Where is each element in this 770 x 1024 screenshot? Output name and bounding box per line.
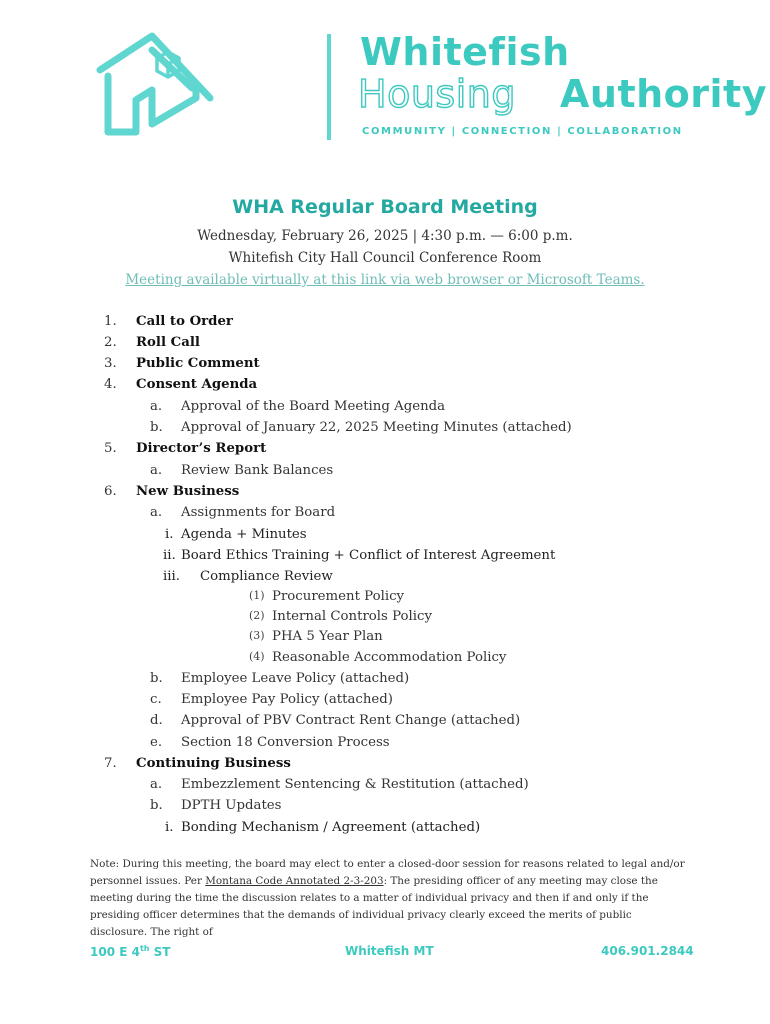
virtual-meeting-link[interactable]: Meeting available virtually at this link via web browser or Microsoft Teams. (125, 272, 645, 288)
organization-logo (92, 28, 767, 143)
subitem-letter: c. (150, 692, 162, 707)
roman-label: Board Ethics Training + Conflict of Interest Agreement (181, 548, 556, 563)
subitem-label: Embezzlement Sentencing & Restitution (attached) (181, 777, 529, 792)
item-number: 3. (104, 356, 117, 371)
item-heading: Continuing Business (136, 756, 291, 771)
numbered-label: Internal Controls Policy (272, 609, 432, 624)
legal-note (90, 856, 690, 941)
subitem-label: Employee Leave Policy (attached) (181, 671, 410, 686)
subitem-letter: a. (150, 399, 163, 414)
subitem-letter: b. (150, 420, 163, 435)
subitem-letter: a. (150, 463, 163, 478)
footer-city: Whitefish MT (345, 944, 434, 958)
virtual-link-row (0, 272, 770, 288)
roman-label: Bonding Mechanism / Agreement (attached) (181, 820, 481, 835)
subitem-letter: e. (150, 735, 163, 750)
item-number: 2. (104, 335, 117, 350)
logo-tagline: COMMUNITY | CONNECTION | COLLABORATION (362, 126, 683, 137)
subitem-letter: a. (150, 777, 163, 792)
subitem-label: Employee Pay Policy (attached) (181, 692, 393, 707)
address-street: 100 E 4 (90, 945, 140, 959)
montana-code-link[interactable]: Montana Code Annotated 2-3-203 (205, 875, 384, 887)
footer-phone: 406.901.2844 (601, 944, 694, 958)
meeting-title: WHA Regular Board Meeting (232, 196, 538, 218)
item-heading: Roll Call (136, 335, 200, 350)
item-number: 7. (104, 756, 117, 771)
logo-text-authority: Authority (560, 72, 767, 116)
roman-label: Agenda + Minutes (181, 527, 307, 542)
logo-divider (327, 34, 331, 140)
roman-numeral: ii. (163, 548, 176, 563)
roman-label: Compliance Review (200, 569, 333, 584)
subitem-label: Assignments for Board (181, 505, 336, 520)
subitem-label: Approval of PBV Contract Rent Change (attached) (181, 713, 521, 728)
subitem-letter: b. (150, 671, 163, 686)
item-heading: Call to Order (136, 314, 233, 329)
subitem-label: Approval of January 22, 2025 Meeting Minutes (attached) (181, 420, 572, 435)
item-heading: Public Comment (136, 356, 260, 371)
item-heading: New Business (136, 484, 240, 499)
address-suffix: th (139, 944, 150, 953)
meeting-datetime: Wednesday, February 26, 2025 | 4:30 p.m. — 6:00 p.m. (197, 228, 573, 244)
item-heading: Consent Agenda (136, 377, 258, 392)
paren-number: (3) (249, 629, 265, 642)
subitem-letter: d. (150, 713, 163, 728)
subitem-label: DPTH Updates (181, 798, 282, 813)
subitem-letter: b. (150, 798, 163, 813)
roman-numeral: i. (165, 820, 174, 835)
item-number: 4. (104, 377, 117, 392)
house-logo-icon (92, 28, 217, 140)
numbered-label: Procurement Policy (272, 589, 405, 604)
numbered-label: PHA 5 Year Plan (272, 629, 383, 644)
item-number: 1. (104, 314, 117, 329)
paren-number: (4) (249, 650, 265, 663)
subitem-label: Section 18 Conversion Process (181, 735, 390, 750)
footer-address (90, 944, 171, 959)
roman-numeral: i. (165, 527, 174, 542)
item-number: 6. (104, 484, 117, 499)
logo-text-housing: Housing (358, 72, 516, 116)
subitem-label: Approval of the Board Meeting Agenda (181, 399, 446, 414)
meeting-location: Whitefish City Hall Council Conference Room (228, 250, 542, 266)
roman-numeral: iii. (163, 569, 180, 584)
note-text-suffix: : The presiding officer of any meeting may close the meeting during the time the discussion relates to a matter of individual privacy and then if and only if the presiding officer determines that the demands of individual privacy clearly exceed the merits of public disclosure. The right of (90, 875, 658, 938)
numbered-label: Reasonable Accommodation Policy (272, 650, 507, 665)
paren-number: (1) (249, 589, 265, 602)
subitem-letter: a. (150, 505, 163, 520)
logo-text-whitefish: Whitefish (360, 30, 570, 74)
note-text-prefix: Note: During this meeting, the board may elect to enter a closed-door session for reasons related to legal and/or personnel issues. Per (90, 858, 685, 887)
subitem-label: Review Bank Balances (181, 463, 334, 478)
address-street-type: ST (149, 945, 171, 959)
item-number: 5. (104, 441, 117, 456)
item-heading: Director’s Report (136, 441, 267, 456)
paren-number: (2) (249, 609, 265, 622)
